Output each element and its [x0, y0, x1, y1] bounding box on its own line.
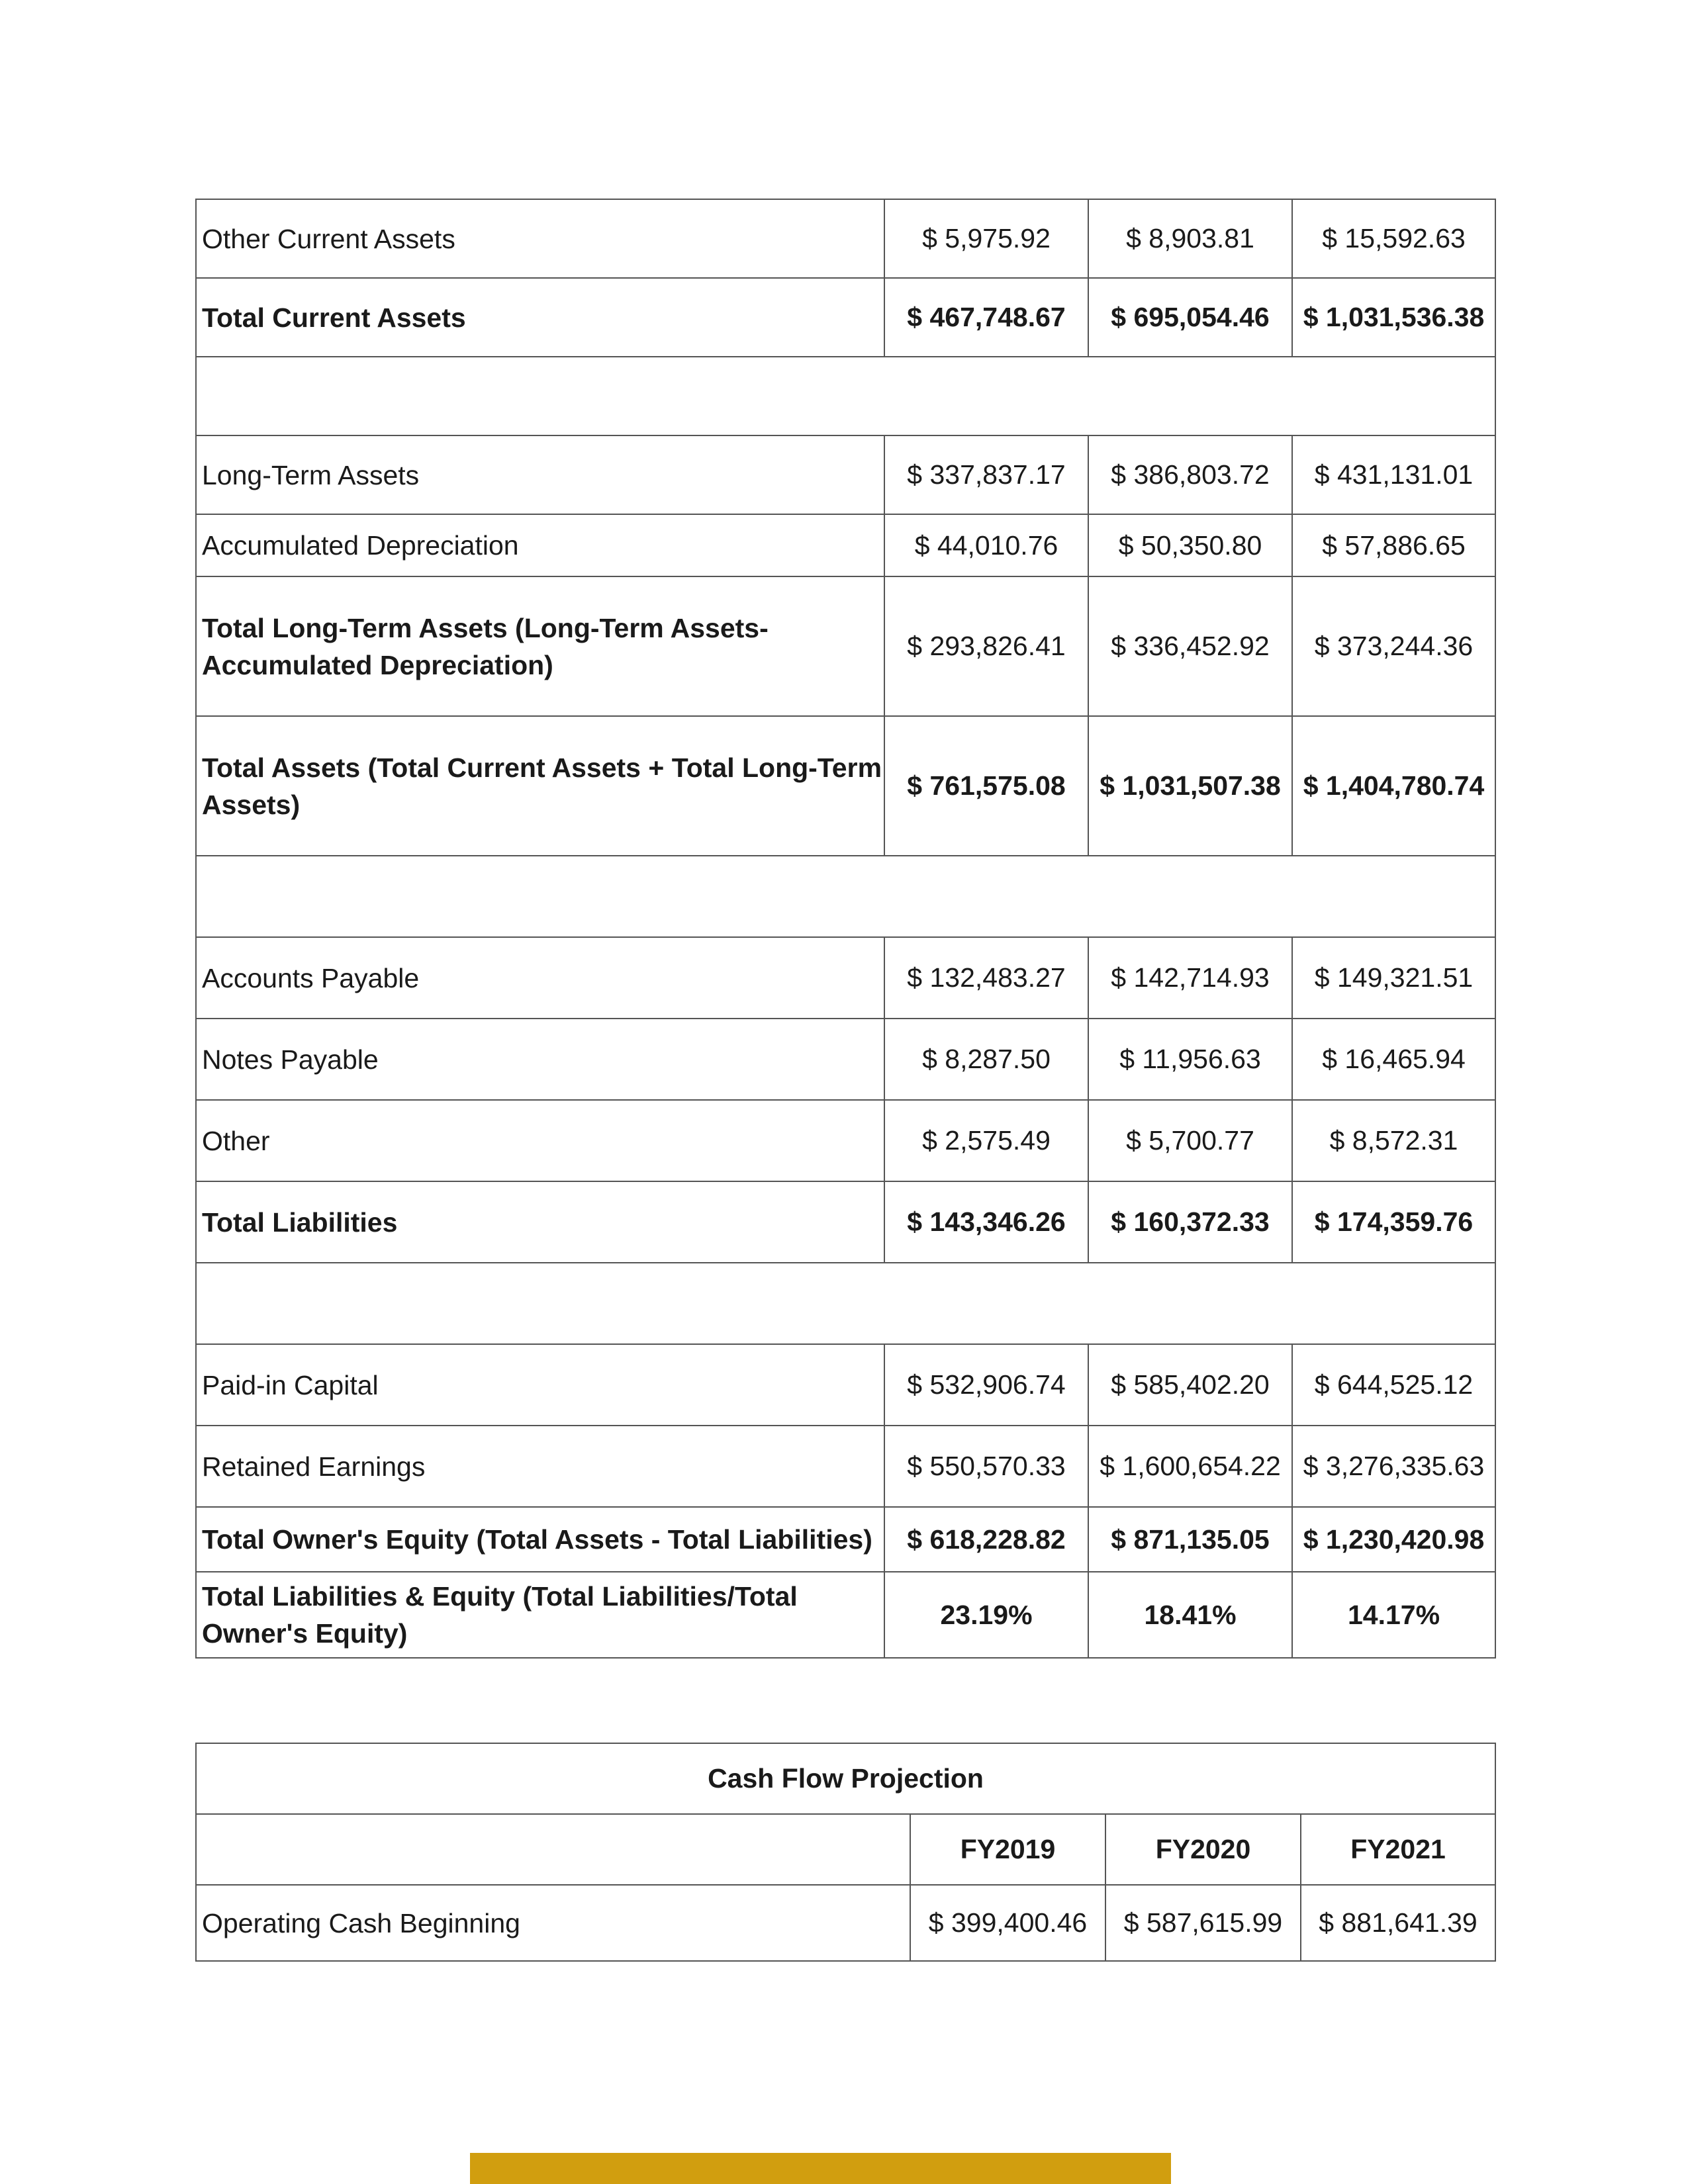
cash-flow-projection-table [195, 1743, 1496, 1962]
spacer-cell [196, 1263, 1495, 1344]
value-fy2021: $ 1,404,780.74 [1292, 716, 1495, 856]
value-fy2021: $ 149,321.51 [1292, 937, 1495, 1019]
table-row [196, 199, 1495, 278]
value-fy2019: $ 143,346.26 [884, 1181, 1088, 1263]
value-fy2020: $ 50,350.80 [1088, 514, 1292, 576]
value-fy2021: $ 8,572.31 [1292, 1100, 1495, 1181]
value-fy2019: $ 550,570.33 [884, 1426, 1088, 1507]
value-fy2019: $ 293,826.41 [884, 576, 1088, 716]
row-label: Total Liabilities & Equity (Total Liabilities/Total Owner's Equity) [196, 1572, 884, 1658]
cash-flow-title: Cash Flow Projection [196, 1743, 1495, 1814]
value-fy2020: 18.41% [1088, 1572, 1292, 1658]
value-fy2020: $ 587,615.99 [1105, 1885, 1301, 1961]
table-row [196, 716, 1495, 856]
value-fy2020: $ 585,402.20 [1088, 1344, 1292, 1426]
value-fy2021: $ 644,525.12 [1292, 1344, 1495, 1426]
spacer-cell [196, 357, 1495, 435]
value-fy2020: $ 336,452.92 [1088, 576, 1292, 716]
row-label: Other [196, 1100, 884, 1181]
value-fy2021: 14.17% [1292, 1572, 1495, 1658]
table-row [196, 1426, 1495, 1507]
value-fy2020: $ 386,803.72 [1088, 435, 1292, 514]
value-fy2019: $ 618,228.82 [884, 1507, 1088, 1572]
value-fy2019: $ 467,748.67 [884, 278, 1088, 357]
row-label: Retained Earnings [196, 1426, 884, 1507]
table-row [196, 435, 1495, 514]
footer-accent-bar [470, 2153, 1171, 2184]
table-row [196, 1572, 1495, 1658]
value-fy2021: $ 373,244.36 [1292, 576, 1495, 716]
spacer-row [196, 856, 1495, 937]
value-fy2021: $ 1,230,420.98 [1292, 1507, 1495, 1572]
value-fy2020: $ 871,135.05 [1088, 1507, 1292, 1572]
row-label: Paid-in Capital [196, 1344, 884, 1426]
row-label: Operating Cash Beginning [196, 1885, 910, 1961]
value-fy2019: $ 8,287.50 [884, 1019, 1088, 1100]
row-label: Accounts Payable [196, 937, 884, 1019]
value-fy2021: $ 1,031,536.38 [1292, 278, 1495, 357]
row-label: Total Assets (Total Current Assets + Total Long-Term Assets) [196, 716, 884, 856]
value-fy2020: $ 695,054.46 [1088, 278, 1292, 357]
column-header-fy2020: FY2020 [1105, 1814, 1301, 1885]
table-row [196, 514, 1495, 576]
value-fy2019: $ 761,575.08 [884, 716, 1088, 856]
value-fy2019: $ 44,010.76 [884, 514, 1088, 576]
value-fy2021: $ 3,276,335.63 [1292, 1426, 1495, 1507]
table-row [196, 1507, 1495, 1572]
table-row [196, 576, 1495, 716]
row-label: Total Long-Term Assets (Long-Term Assets-Accumulated Depreciation) [196, 576, 884, 716]
value-fy2020: $ 11,956.63 [1088, 1019, 1292, 1100]
table-row [196, 937, 1495, 1019]
value-fy2019: 23.19% [884, 1572, 1088, 1658]
value-fy2021: $ 174,359.76 [1292, 1181, 1495, 1263]
row-label: Total Current Assets [196, 278, 884, 357]
header-empty-cell [196, 1814, 910, 1885]
row-label: Notes Payable [196, 1019, 884, 1100]
table-row [196, 1885, 1495, 1961]
spacer-cell [196, 856, 1495, 937]
spacer-row [196, 357, 1495, 435]
value-fy2020: $ 8,903.81 [1088, 199, 1292, 278]
value-fy2021: $ 881,641.39 [1301, 1885, 1495, 1961]
value-fy2020: $ 1,600,654.22 [1088, 1426, 1292, 1507]
cash-flow-header-row [196, 1814, 1495, 1885]
row-label: Total Liabilities [196, 1181, 884, 1263]
value-fy2020: $ 1,031,507.38 [1088, 716, 1292, 856]
row-label: Other Current Assets [196, 199, 884, 278]
column-header-fy2019: FY2019 [910, 1814, 1105, 1885]
balance-sheet-table [195, 199, 1496, 1659]
value-fy2020: $ 5,700.77 [1088, 1100, 1292, 1181]
value-fy2019: $ 132,483.27 [884, 937, 1088, 1019]
column-header-fy2021: FY2021 [1301, 1814, 1495, 1885]
table-row [196, 1100, 1495, 1181]
value-fy2019: $ 2,575.49 [884, 1100, 1088, 1181]
value-fy2020: $ 142,714.93 [1088, 937, 1292, 1019]
value-fy2021: $ 16,465.94 [1292, 1019, 1495, 1100]
table-row [196, 1344, 1495, 1426]
value-fy2021: $ 15,592.63 [1292, 199, 1495, 278]
value-fy2019: $ 532,906.74 [884, 1344, 1088, 1426]
row-label: Long-Term Assets [196, 435, 884, 514]
value-fy2021: $ 57,886.65 [1292, 514, 1495, 576]
table-row [196, 278, 1495, 357]
value-fy2020: $ 160,372.33 [1088, 1181, 1292, 1263]
row-label: Total Owner's Equity (Total Assets - Total Liabilities) [196, 1507, 884, 1572]
value-fy2019: $ 399,400.46 [910, 1885, 1105, 1961]
row-label: Accumulated Depreciation [196, 514, 884, 576]
cash-flow-title-row [196, 1743, 1495, 1814]
table-row [196, 1019, 1495, 1100]
spacer-row [196, 1263, 1495, 1344]
value-fy2019: $ 5,975.92 [884, 199, 1088, 278]
table-row [196, 1181, 1495, 1263]
value-fy2021: $ 431,131.01 [1292, 435, 1495, 514]
value-fy2019: $ 337,837.17 [884, 435, 1088, 514]
